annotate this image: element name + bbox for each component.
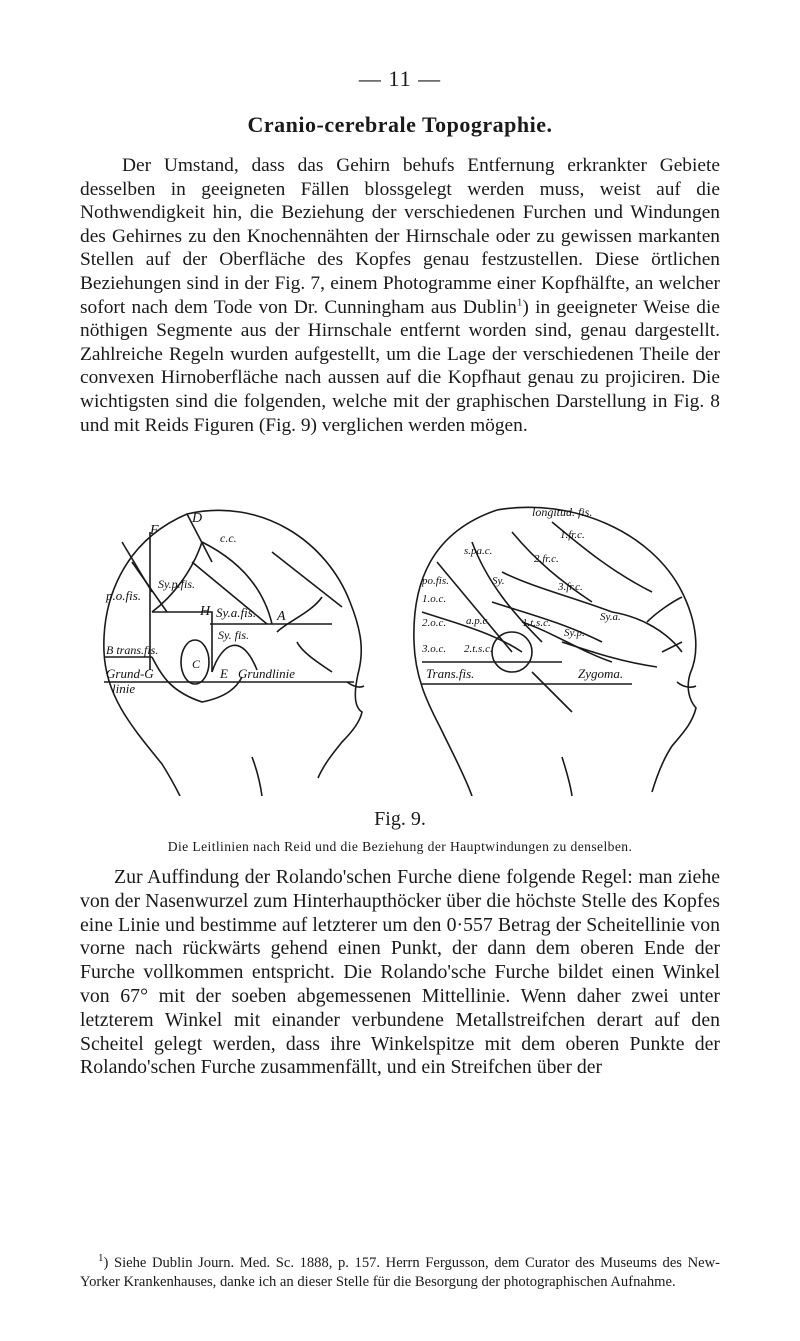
footnote-marker: 1 bbox=[98, 1252, 104, 1265]
footnote bbox=[80, 1254, 720, 1292]
label-sy-a-fis: Sy.a.fis. bbox=[216, 605, 257, 620]
label-linie: linie bbox=[112, 681, 136, 696]
label-po-fis: p.o.fis. bbox=[106, 588, 142, 603]
footnote-reference: 1 bbox=[516, 296, 523, 309]
label-longitud-fis: longitud. fis. bbox=[532, 505, 593, 519]
label-zygoma: Zygoma. bbox=[578, 666, 624, 681]
label-grundlinie: Grundlinie bbox=[238, 666, 296, 681]
label-sy-p-fis: Sy.p.fis. bbox=[158, 577, 196, 591]
label-sy-p-right: Sy.p. bbox=[564, 627, 585, 639]
label-C: C bbox=[192, 657, 201, 671]
label-sy-a-right: Sy.a. bbox=[600, 611, 621, 623]
label-3-o-c: 3.o.c. bbox=[422, 643, 447, 655]
paragraph-2: Zur Auffindung der Rolando'schen Furche diene folgende Regel: man ziehe von der Nasenwurzel zum Hinterhaupthöcker über die höchste Stelle des Kopfes eine Linie und bestimme auf letzterer um den 0·557 Betrag der Scheitellinie von vorne nach rückwärts gehend einen Punkt, der dann dem oberen Ende der Furche vollkommen entspricht. Die Rolando'sche Furche bildet einen Winkel von 67° mit der soeben abgemessenen Mittellinie. Wenn daher zwei unter letzterem Winkel mit einander verbundene Metallstreifchen derart auf den Scheitel gelegt werden, dass ihre Winkelspitze mit dem oberen Punkte der Rolando'schen Furche zusammenfällt, und ein Streifchen über der bbox=[80, 866, 720, 1079]
label-trans-fis: Trans.fis. bbox=[426, 666, 475, 681]
right-head-outline bbox=[414, 507, 696, 796]
section-title: Cranio-cerebrale Topographie. bbox=[247, 112, 553, 137]
label-a-p-c: a.p.c. bbox=[466, 615, 491, 627]
label-D: D bbox=[192, 511, 203, 526]
figure-9 bbox=[92, 502, 712, 796]
figure-label: Fig. 9. bbox=[374, 808, 426, 830]
label-b-trans-fis: B trans.fis. bbox=[106, 643, 159, 657]
label-po-fis-right: po.fis. bbox=[422, 575, 449, 587]
label-3-fr-c: 3.fr.c. bbox=[558, 581, 583, 593]
page-number: — 11 — bbox=[358, 66, 442, 91]
figure-caption: Die Leitlinien nach Reid und die Beziehung der Hauptwindungen zu denselben. bbox=[167, 839, 633, 854]
paragraph-1 bbox=[80, 154, 720, 437]
paragraph-1-text-a: Der Umstand, dass das Gehirn behufs Entfernung erkrankter Gebiete desselben in geeigneten Fällen blossgelegt werden muss, weist auf die Nothwendigkeit hin, die Beziehung der verschiedenen Furchen und Windungen des Gehirnes zu den Knochennähten der Hirnschale oder zu gewissen markanten Stellen auf der Oberfläche des Kopfes genau festzustellen. Diese örtlichen Beziehungen sind in der Fig. 7, einem Photogramme einer Kopfhälfte, an welcher sofort nach dem Tode von Dr. Cunningham aus Dublin bbox=[80, 155, 720, 318]
label-1-t-s-c: 1.t.s.c. bbox=[522, 617, 551, 629]
label-H: H bbox=[200, 604, 211, 619]
label-2-o-c: 2.o.c. bbox=[422, 617, 447, 629]
label-F: F bbox=[150, 523, 159, 538]
label-sy-right: Sy. bbox=[492, 575, 505, 587]
label-s-pa-c: s.pa.c. bbox=[464, 545, 493, 557]
label-2-t-s-c: 2.t.s.c. bbox=[464, 643, 493, 655]
label-grund-g: Grund-G bbox=[106, 666, 154, 681]
figure-9-illustration bbox=[92, 502, 712, 796]
footnote-text: ) Siehe Dublin Journ. Med. Sc. 1888, p. 157. Herrn Fergusson, dem Curator des Museums des New-Yorker Krankenhauses, danke ich an dieser Stelle für die Besorgung der photographischen Aufnahme. bbox=[80, 1255, 720, 1290]
label-cc: c.c. bbox=[220, 531, 237, 545]
label-1-fr-c: 1.fr.c. bbox=[560, 529, 585, 541]
label-1-o-c: 1.o.c. bbox=[422, 593, 447, 605]
label-E: E bbox=[220, 666, 228, 681]
label-2-fr-c: 2.fr.c. bbox=[534, 553, 559, 565]
label-sy-fis: Sy. fis. bbox=[218, 628, 250, 642]
label-A: A bbox=[277, 609, 286, 624]
paragraph-1-text-b: ) in geeigneter Weise die nöthigen Segmente aus der Hirnschale entfernt worden sind, genau dargestellt. Zahlreiche Regeln wurden aufgestellt, um die Lage der verschiedenen Theile der convexen Hirnoberfläche nach aussen auf die Kopfhaut genau zu projiciren. Die wichtigsten sind die folgenden, welche mit der graphischen Darstellung in Fig. 8 und mit Reids Figuren (Fig. 9) verglichen werden mögen. bbox=[80, 296, 720, 436]
